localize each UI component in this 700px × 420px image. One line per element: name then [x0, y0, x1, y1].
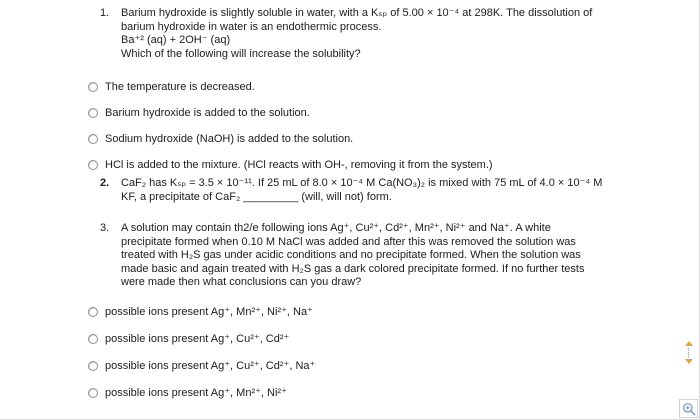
option-label: possible ions present Ag⁺, Mn²⁺, Ni²⁺ — [105, 387, 287, 399]
option-label: HCl is added to the mixture. (HCl reacts with OH-, removing it from the system.) — [105, 159, 493, 171]
question-2-body — [121, 177, 602, 204]
option-label: possible ions present Ag⁺, Mn²⁺, Ni²⁺, Na⁺ — [105, 306, 313, 318]
q3-option-2[interactable] — [88, 333, 289, 346]
q3-option-4[interactable] — [88, 387, 287, 400]
q3-option-3-radio[interactable] — [88, 361, 98, 371]
question-text-line: Barium hydroxide is slightly soluble in water, with a Kₛₚ of 5.00 × 10⁻⁴ at 298K. The dissolution of — [121, 7, 593, 19]
q3-option-1[interactable] — [88, 306, 313, 319]
scroll-down-icon[interactable] — [685, 359, 693, 364]
option-label: The temperature is decreased. — [105, 81, 255, 93]
question-text-line: CaF₂ has Kₛₚ = 3.5 × 10⁻¹¹. If 25 mL of 8.0 × 10⁻⁴ M Ca(NO₃)₂ is mixed with 75 mL of 4.0 × 10⁻⁴ M — [121, 177, 603, 189]
question-text-line: KF, a precipitate of CaF₂ _________ (will, will not) form. — [121, 190, 392, 203]
scroll-control[interactable] — [683, 341, 694, 364]
question-3-number: 3. — [100, 222, 110, 234]
question-text-line: A solution may contain th2/e following ions Ag⁺, Cu²⁺, Cd²⁺, Mn²⁺, Ni²⁺ and Na⁺. A white — [121, 222, 551, 234]
question-text-line: treated with H₂S gas under acidic conditions and no precipitate formed. When the solution was — [121, 249, 581, 261]
q1-option-3[interactable] — [88, 133, 353, 146]
option-label: Barium hydroxide is added to the solution. — [105, 107, 310, 119]
q3-option-2-radio[interactable] — [88, 334, 98, 344]
question-text-line: made basic and again treated with H₂S gas a dark colored precipitate formed. If no further tests — [121, 262, 585, 275]
q3-option-1-radio[interactable] — [88, 307, 98, 317]
question-1-number: 1. — [100, 7, 110, 19]
q3-option-3[interactable] — [88, 360, 315, 373]
zoom-button[interactable] — [679, 399, 698, 418]
question-prompt: Which of the following will increase the solubility? — [121, 47, 361, 60]
question-3-body — [121, 222, 584, 290]
q1-option-1-radio[interactable] — [88, 82, 98, 92]
chemical-equation: Ba⁺² (aq) + 2OH⁻ (aq) — [121, 34, 231, 46]
question-2-number: 2. — [100, 177, 110, 189]
q1-option-2[interactable] — [88, 107, 310, 120]
option-label: possible ions present Ag⁺, Cu²⁺, Cd²⁺, Na⁺ — [105, 360, 316, 372]
scroll-up-icon[interactable] — [685, 341, 693, 346]
q1-option-4[interactable] — [88, 159, 493, 172]
option-label: possible ions present Ag⁺, Cu²⁺, Cd²⁺ — [105, 333, 290, 345]
q1-option-2-radio[interactable] — [88, 108, 98, 118]
scroll-handle-dots[interactable] — [688, 348, 689, 357]
question-2 — [100, 177, 602, 204]
question-3 — [100, 222, 584, 290]
question-text-line: barium hydroxide in water is an endothermic process. — [121, 20, 382, 33]
option-label: Sodium hydroxide (NaOH) is added to the solution. — [105, 133, 354, 145]
q3-option-4-radio[interactable] — [88, 388, 98, 398]
question-text-line: precipitate formed when 0.10 M NaCl was added and after this was removed the solution was — [121, 235, 576, 248]
question-1 — [100, 7, 592, 61]
q1-option-4-radio[interactable] — [88, 160, 98, 170]
magnifier-plus-icon — [682, 402, 696, 416]
q1-option-3-radio[interactable] — [88, 134, 98, 144]
question-prompt: were made then what conclusions can you draw? — [121, 276, 362, 288]
question-1-body — [121, 7, 592, 61]
q1-option-1[interactable] — [88, 81, 255, 94]
